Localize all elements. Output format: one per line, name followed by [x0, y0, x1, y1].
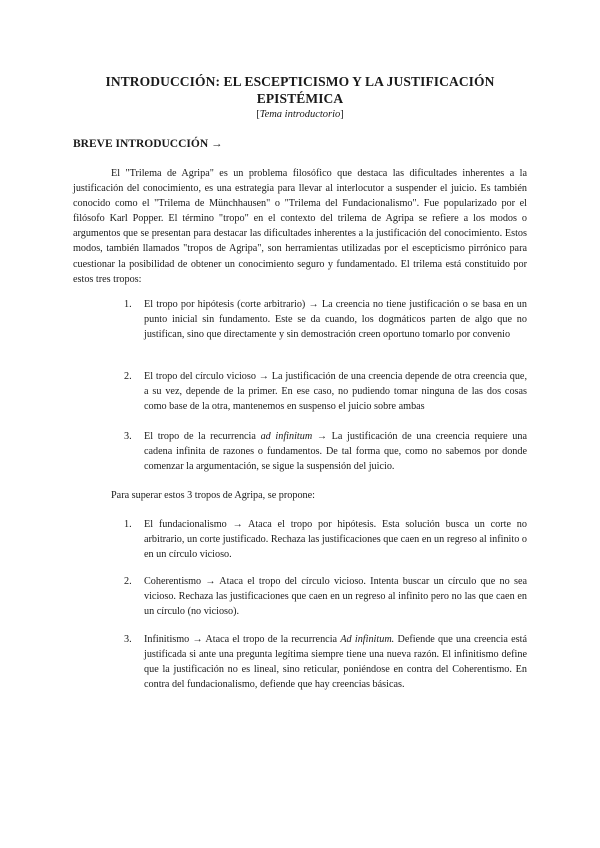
proposals-list-2	[124, 574, 527, 619]
list-item-text: Coherentismo → Ataca el tropo del círculo vicioso. Intenta buscar un círculo que no sea vicioso. Rechaza las justificaciones que caen en un regreso al infinito pero no las que caen en un círculo (no vicioso).	[144, 576, 527, 618]
subtitle-italic-text: Tema introductorio	[259, 109, 341, 120]
list-item-number: 2.	[124, 576, 132, 587]
list-item	[124, 297, 527, 342]
tropes-list	[124, 297, 527, 342]
list-item	[124, 574, 527, 619]
document-subtitle	[70, 108, 530, 122]
list-item-number: 1.	[124, 519, 132, 530]
list-item-number: 3.	[124, 431, 132, 442]
overcome-paragraph: Para superar estos 3 tropos de Agripa, se propone:	[111, 490, 315, 501]
list-item	[124, 369, 527, 414]
list-item-text: Infinitismo → Ataca el tropo de la recurrencia	[144, 634, 341, 645]
intro-paragraph: El "Trilema de Agripa" es un problema filosófico que destaca las dificultades inherentes a la justificación del conocimiento, es una estrategia para llevar al interlocutor a suspender el juicio. Es también conocido como el "Trilema de Münchhausen" o "Trilema del Fundacionalismo". Fue popularizado por el filósofo Karl Popper. El término "tropo" en el contexto del trilema de Agripa se refiere a los modos o argumentos que se presentan para destacar las dificultades inherentes a la justificación del conocimiento. Estos modos, también llamados "tropos de Agripa", son herramientas utilizadas por el escepticismo pirrónico para cuestionar la posibilidad de obtener un conocimiento seguro y fundamentado. El trilema está constituido por estos tres tropos:	[73, 168, 527, 285]
document-title: INTRODUCCIÓN: EL ESCEPTICISMO Y LA JUSTIFICACIÓN EPISTÉMICA	[105, 74, 495, 106]
list-item-number: 1.	[124, 299, 132, 310]
tropes-list-2	[124, 369, 527, 414]
list-item-number: 3.	[124, 634, 132, 645]
proposals-list-3	[124, 632, 527, 692]
list-item	[124, 517, 527, 562]
list-item-text: El tropo del círculo vicioso → La justificación de una creencia depende de otra creencia que, a su vez, depende de la primer. En ese caso, no pudiendo tomar ninguna de las dos cosas como base de la otra, mantenemos en suspenso el juicio sobre ambas	[144, 371, 527, 413]
subtitle-open-bracket: [	[256, 109, 260, 120]
list-item-italic: ad infinitum	[260, 431, 313, 442]
list-item-text: El tropo por hipótesis (corte arbitrario) → La creencia no tiene justificación o se basa en un punto inicial sin fundamento. Este se da cuando, los dogmáticos parten de algo que no justifican, sino que directamente y sin demostración creen oportuno tomarlo por convenio	[144, 299, 527, 341]
subtitle-close-bracket: ]	[340, 109, 344, 120]
tropes-list-3	[124, 429, 527, 474]
list-item	[124, 632, 527, 692]
section-heading: BREVE INTRODUCCIÓN →	[73, 138, 223, 150]
list-item-number: 2.	[124, 371, 132, 382]
list-item-text: El tropo de la recurrencia	[144, 431, 261, 442]
list-item-italic: Ad infinitum.	[340, 634, 395, 645]
list-item-text-after: → La justificación de una creencia requiere una cadena infinita de razones o fundamentos. De tal forma que, como no sabemos por donde comenzar la argumentación, se sigue la suspensión del juicio.	[144, 431, 527, 473]
list-item-text: El fundacionalismo → Ataca el tropo por hipótesis. Esta solución busca un corte no arbitrario, un corte justificado. Rechaza las justificaciones que caen en un regreso al infinito o en un círculo vicioso.	[144, 519, 527, 561]
list-item	[124, 429, 527, 474]
list-item-text-after: Defiende que una creencia está justificada si ante una pregunta legítima siempre tiene una nueva razón. El infinitismo define que la justificación no es lineal, sino reticular, poniéndose en contra del Coherentismo. En contra del fundacionalismo, defiende que hay creencias básicas.	[144, 634, 527, 691]
proposals-list	[124, 517, 527, 562]
